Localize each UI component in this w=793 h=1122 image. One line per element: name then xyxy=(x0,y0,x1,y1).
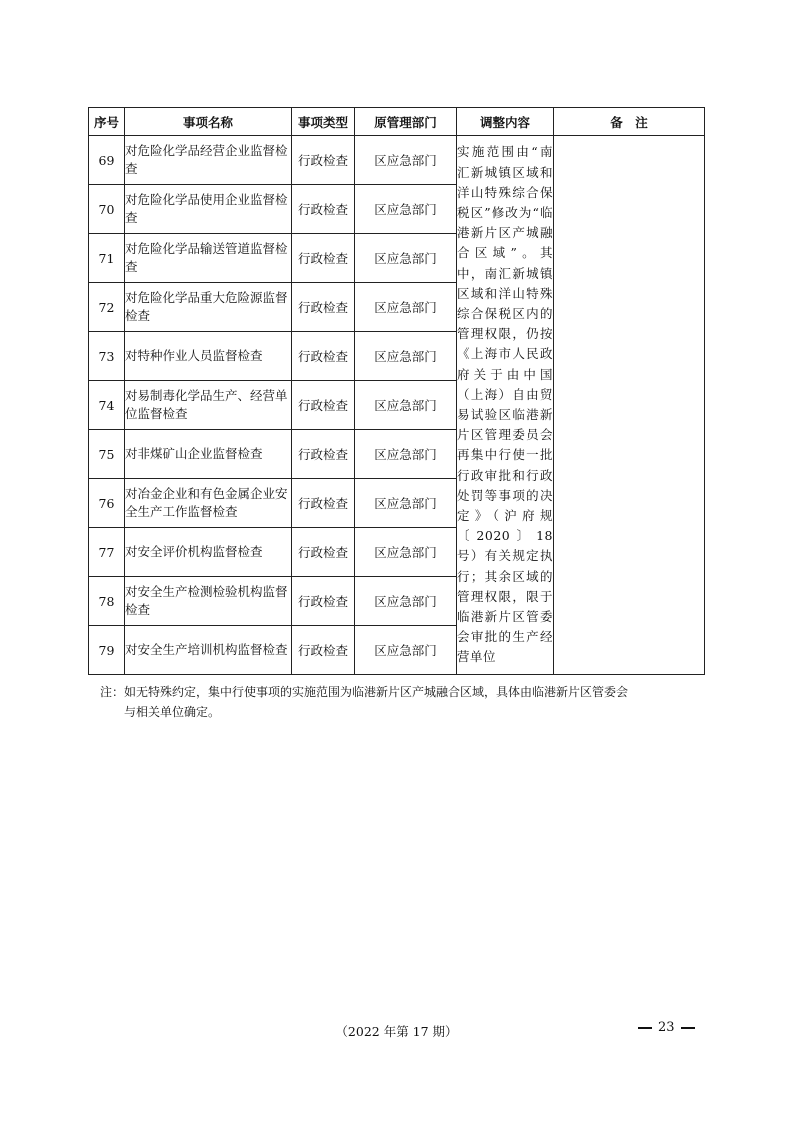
cell-dept: 区应急部门 xyxy=(355,283,457,332)
table-header-row xyxy=(89,108,705,136)
cell-dept: 区应急部门 xyxy=(355,577,457,626)
page-number-block xyxy=(632,1020,701,1035)
cell-name: 对安全生产检测检验机构监督检查 xyxy=(125,577,292,626)
table-row xyxy=(89,136,705,185)
header-remark: 备 注 xyxy=(554,108,705,136)
cell-dept: 区应急部门 xyxy=(355,626,457,675)
cell-name: 对安全生产培训机构监督检查 xyxy=(125,626,292,675)
cell-dept: 区应急部门 xyxy=(355,430,457,479)
cell-type: 行政检查 xyxy=(292,528,355,577)
cell-name: 对危险化学品使用企业监督检查 xyxy=(125,185,292,234)
cell-name: 对危险化学品输送管道监督检查 xyxy=(125,234,292,283)
cell-dept: 区应急部门 xyxy=(355,234,457,283)
cell-seq: 76 xyxy=(89,479,125,528)
footnote-line-1: 注：如无特殊约定，集中行使事项的实施范围为临港新片区产城融合区域，具体由临港新片区管委会 xyxy=(100,685,629,699)
cell-dept: 区应急部门 xyxy=(355,381,457,430)
cell-remark xyxy=(554,136,705,675)
cell-dept: 区应急部门 xyxy=(355,136,457,185)
header-type: 事项类型 xyxy=(292,108,355,136)
dash-right xyxy=(681,1027,695,1029)
cell-name: 对冶金企业和有色金属企业安全生产工作监督检查 xyxy=(125,479,292,528)
cell-seq: 72 xyxy=(89,283,125,332)
cell-name: 对非煤矿山企业监督检查 xyxy=(125,430,292,479)
cell-name: 对危险化学品重大危险源监督检查 xyxy=(125,283,292,332)
cell-seq: 79 xyxy=(89,626,125,675)
cell-dept: 区应急部门 xyxy=(355,332,457,381)
cell-type: 行政检查 xyxy=(292,626,355,675)
issue-number: （2022 年第 17 期） xyxy=(335,1024,458,1039)
cell-seq: 77 xyxy=(89,528,125,577)
cell-type: 行政检查 xyxy=(292,283,355,332)
cell-seq: 78 xyxy=(89,577,125,626)
cell-type: 行政检查 xyxy=(292,479,355,528)
cell-seq: 70 xyxy=(89,185,125,234)
page-number: 23 xyxy=(658,1020,675,1035)
cell-seq: 75 xyxy=(89,430,125,479)
footnote-line-2: 与相关单位确定。 xyxy=(124,705,221,719)
cell-type: 行政检查 xyxy=(292,234,355,283)
cell-name: 对危险化学品经营企业监督检查 xyxy=(125,136,292,185)
cell-seq: 74 xyxy=(89,381,125,430)
cell-seq: 73 xyxy=(89,332,125,381)
cell-type: 行政检查 xyxy=(292,185,355,234)
table-footnote xyxy=(100,682,710,722)
cell-type: 行政检查 xyxy=(292,136,355,185)
header-name: 事项名称 xyxy=(125,108,292,136)
cell-type: 行政检查 xyxy=(292,332,355,381)
header-adjust: 调整内容 xyxy=(457,108,554,136)
cell-dept: 区应急部门 xyxy=(355,185,457,234)
header-dept: 原管理部门 xyxy=(355,108,457,136)
cell-type: 行政检查 xyxy=(292,577,355,626)
header-seq: 序号 xyxy=(89,108,125,136)
cell-seq: 71 xyxy=(89,234,125,283)
cell-seq: 69 xyxy=(89,136,125,185)
items-table xyxy=(88,107,705,675)
cell-dept: 区应急部门 xyxy=(355,528,457,577)
dash-left xyxy=(638,1027,652,1029)
cell-name: 对安全评价机构监督检查 xyxy=(125,528,292,577)
cell-type: 行政检查 xyxy=(292,430,355,479)
cell-adjust-content: 实施范围由“南汇新城镇区域和洋山特殊综合保税区”修改为“临港新片区产城融合区域”。其中，南汇新城镇区域和洋山特殊综合保税区内的管理权限，仍按《上海市人民政府关于由中国（上海）自由贸易试验区临港新片区管理委员会再集中行使一批行政审批和行政处罚等事项的决定》（沪府规〔2020〕18号）有关规定执行；其余区域的管理权限，限于临港新片区管委会审批的生产经营单位 xyxy=(457,136,554,675)
cell-name: 对易制毒化学品生产、经营单位监督检查 xyxy=(125,381,292,430)
cell-name: 对特种作业人员监督检查 xyxy=(125,332,292,381)
cell-dept: 区应急部门 xyxy=(355,479,457,528)
cell-type: 行政检查 xyxy=(292,381,355,430)
